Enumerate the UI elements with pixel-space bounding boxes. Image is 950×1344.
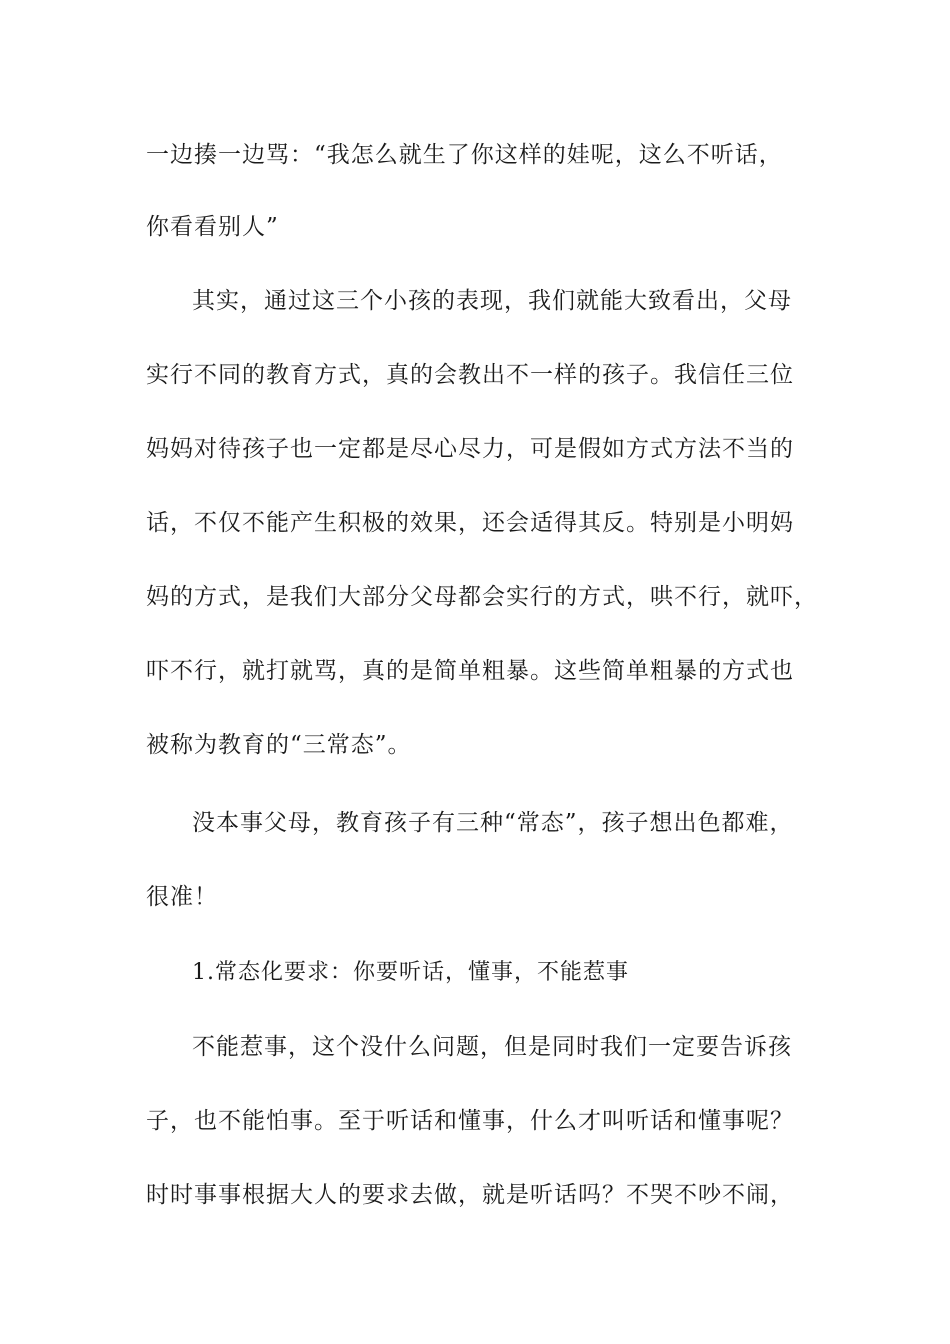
paragraph-line: 其实，通过这三个小孩的表现，我们就能大致看出，父母 xyxy=(192,288,792,314)
paragraph-line: 你看看别人” xyxy=(146,214,279,240)
paragraph-line: 一边揍一边骂：“我怎么就生了你这样的娃呢，这么不听话， xyxy=(146,142,783,168)
paragraph-line: 子，也不能怕事。至于听话和懂事，什么才叫听话和懂事呢？ xyxy=(146,1108,794,1134)
section-heading: 1.常态化要求：你要听话，懂事，不能惹事 xyxy=(192,960,629,985)
paragraph-line: 没本事父母，教育孩子有三种“常态”，孩子想出色都难， xyxy=(192,810,794,836)
paragraph-line: 时时事事根据大人的要求去做，就是听话吗？不哭不吵不闹， xyxy=(146,1182,794,1208)
paragraph-line: 很准！ xyxy=(146,884,218,910)
paragraph-line: 妈妈对待孩子也一定都是尽心尽力，可是假如方式方法不当的 xyxy=(146,436,794,462)
paragraph-line: 被称为教育的“三常态”。 xyxy=(146,732,412,758)
paragraph-line: 话，不仅不能产生积极的效果，还会适得其反。特别是小明妈 xyxy=(146,510,794,536)
paragraph-line: 吓不行，就打就骂，真的是简单粗暴。这些简单粗暴的方式也 xyxy=(146,658,794,684)
paragraph-line: 实行不同的教育方式，真的会教出不一样的孩子。我信任三位 xyxy=(146,362,794,388)
paragraph-line: 不能惹事，这个没什么问题，但是同时我们一定要告诉孩 xyxy=(192,1034,792,1060)
paragraph-line: 妈的方式，是我们大部分父母都会实行的方式，哄不行，就吓， xyxy=(146,584,818,610)
